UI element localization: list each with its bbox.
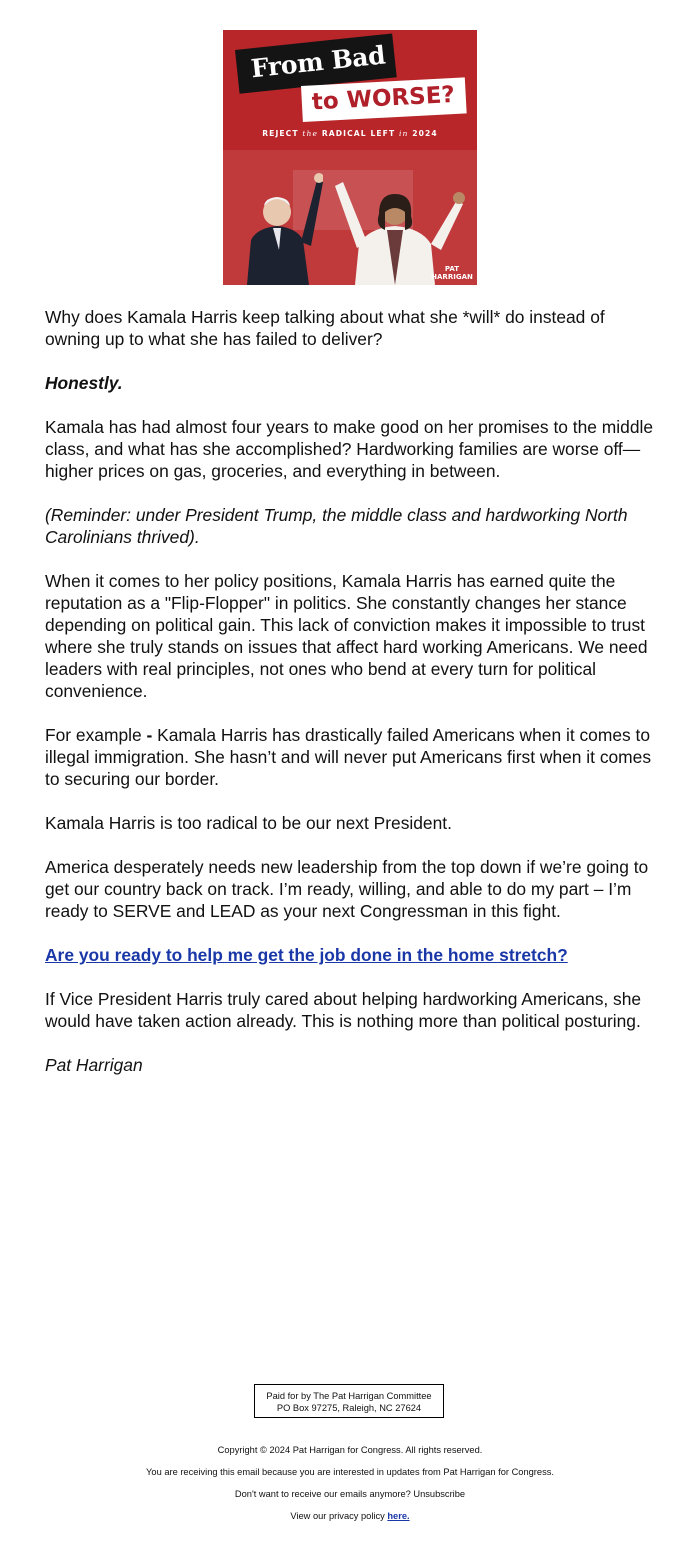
signature: Pat Harrigan bbox=[45, 1055, 143, 1075]
disclaimer-line-2: PO Box 97275, Raleigh, NC 27624 bbox=[276, 1403, 422, 1413]
paragraph-flip-flopper: When it comes to her policy positions, Kamala Harris has earned quite the reputation as a "Flip-Flopper" in politics. She constantly changes her stance depending on political gain. This lack of conviction makes it impossible to trust where she truly stands on issues that affect hard working Americans. We need leaders with real principles, not ones who bend at every turn for political convenience. bbox=[45, 571, 648, 701]
paragraph-immigration: For example - Kamala Harris has drastically failed Americans when it comes to illegal immigration. She hasn’t and will never put Americans first when it comes to securing our border. bbox=[45, 725, 652, 789]
paragraph-posturing: If Vice President Harris truly cared about helping hardworking Americans, she would have taken action already. This is nothing more than political posturing. bbox=[45, 989, 642, 1031]
paragraph-middle-class: Kamala has had almost four years to make good on her promises to the middle class, and what has she accomplished? Hardworking families are worse off—higher prices on gas, groceries, and everything in between. bbox=[45, 417, 654, 481]
hero-image bbox=[223, 30, 477, 285]
paragraph-honestly: Honestly. bbox=[45, 373, 123, 393]
unsubscribe-line[interactable]: Don't want to receive our emails anymore? Unsubscribe bbox=[234, 1489, 466, 1499]
receiving-notice: You are receiving this email because you are interested in updates from Pat Harrigan for Congress. bbox=[146, 1467, 554, 1477]
privacy-link[interactable]: here. bbox=[387, 1511, 410, 1521]
hero-figure-left bbox=[237, 170, 323, 285]
paragraph-intro: Why does Kamala Harris keep talking about what she *will* do instead of owning up to what she has failed to deliver? bbox=[45, 307, 605, 349]
paragraph-leadership: America desperately needs new leadership from the top down if we’re going to get our country back on track. I’m ready, willing, and able to do my part – I’m ready to SERVE and LEAD as your next Congressman in this fight. bbox=[45, 857, 649, 921]
copyright-text: Copyright © 2024 Pat Harrigan for Congress. All rights reserved. bbox=[217, 1445, 483, 1455]
hero-brand-logo: PAT HARRIGAN bbox=[431, 265, 473, 281]
hero-slogan: REJECT the RADICAL LEFT in 2024 bbox=[262, 129, 438, 138]
cta-link[interactable]: Are you ready to help me get the job done in the home stretch? bbox=[45, 945, 568, 965]
cta-paragraph bbox=[45, 944, 657, 966]
headline-top-text: From Bad bbox=[249, 40, 387, 84]
headline-bottom-text: to WORSE? bbox=[311, 81, 456, 116]
disclaimer-line-1: Paid for by The Pat Harrigan Committee bbox=[266, 1391, 432, 1401]
paragraph-reminder: (Reminder: under President Trump, the middle class and hardworking North Carolinians thrived). bbox=[45, 505, 628, 547]
paragraph-too-radical: Kamala Harris is too radical to be our next President. bbox=[45, 813, 452, 833]
paid-for-disclaimer bbox=[254, 1384, 444, 1418]
headline-to-worse bbox=[301, 77, 467, 122]
privacy-line: View our privacy policy here. bbox=[290, 1511, 410, 1521]
email-body bbox=[45, 306, 657, 1098]
